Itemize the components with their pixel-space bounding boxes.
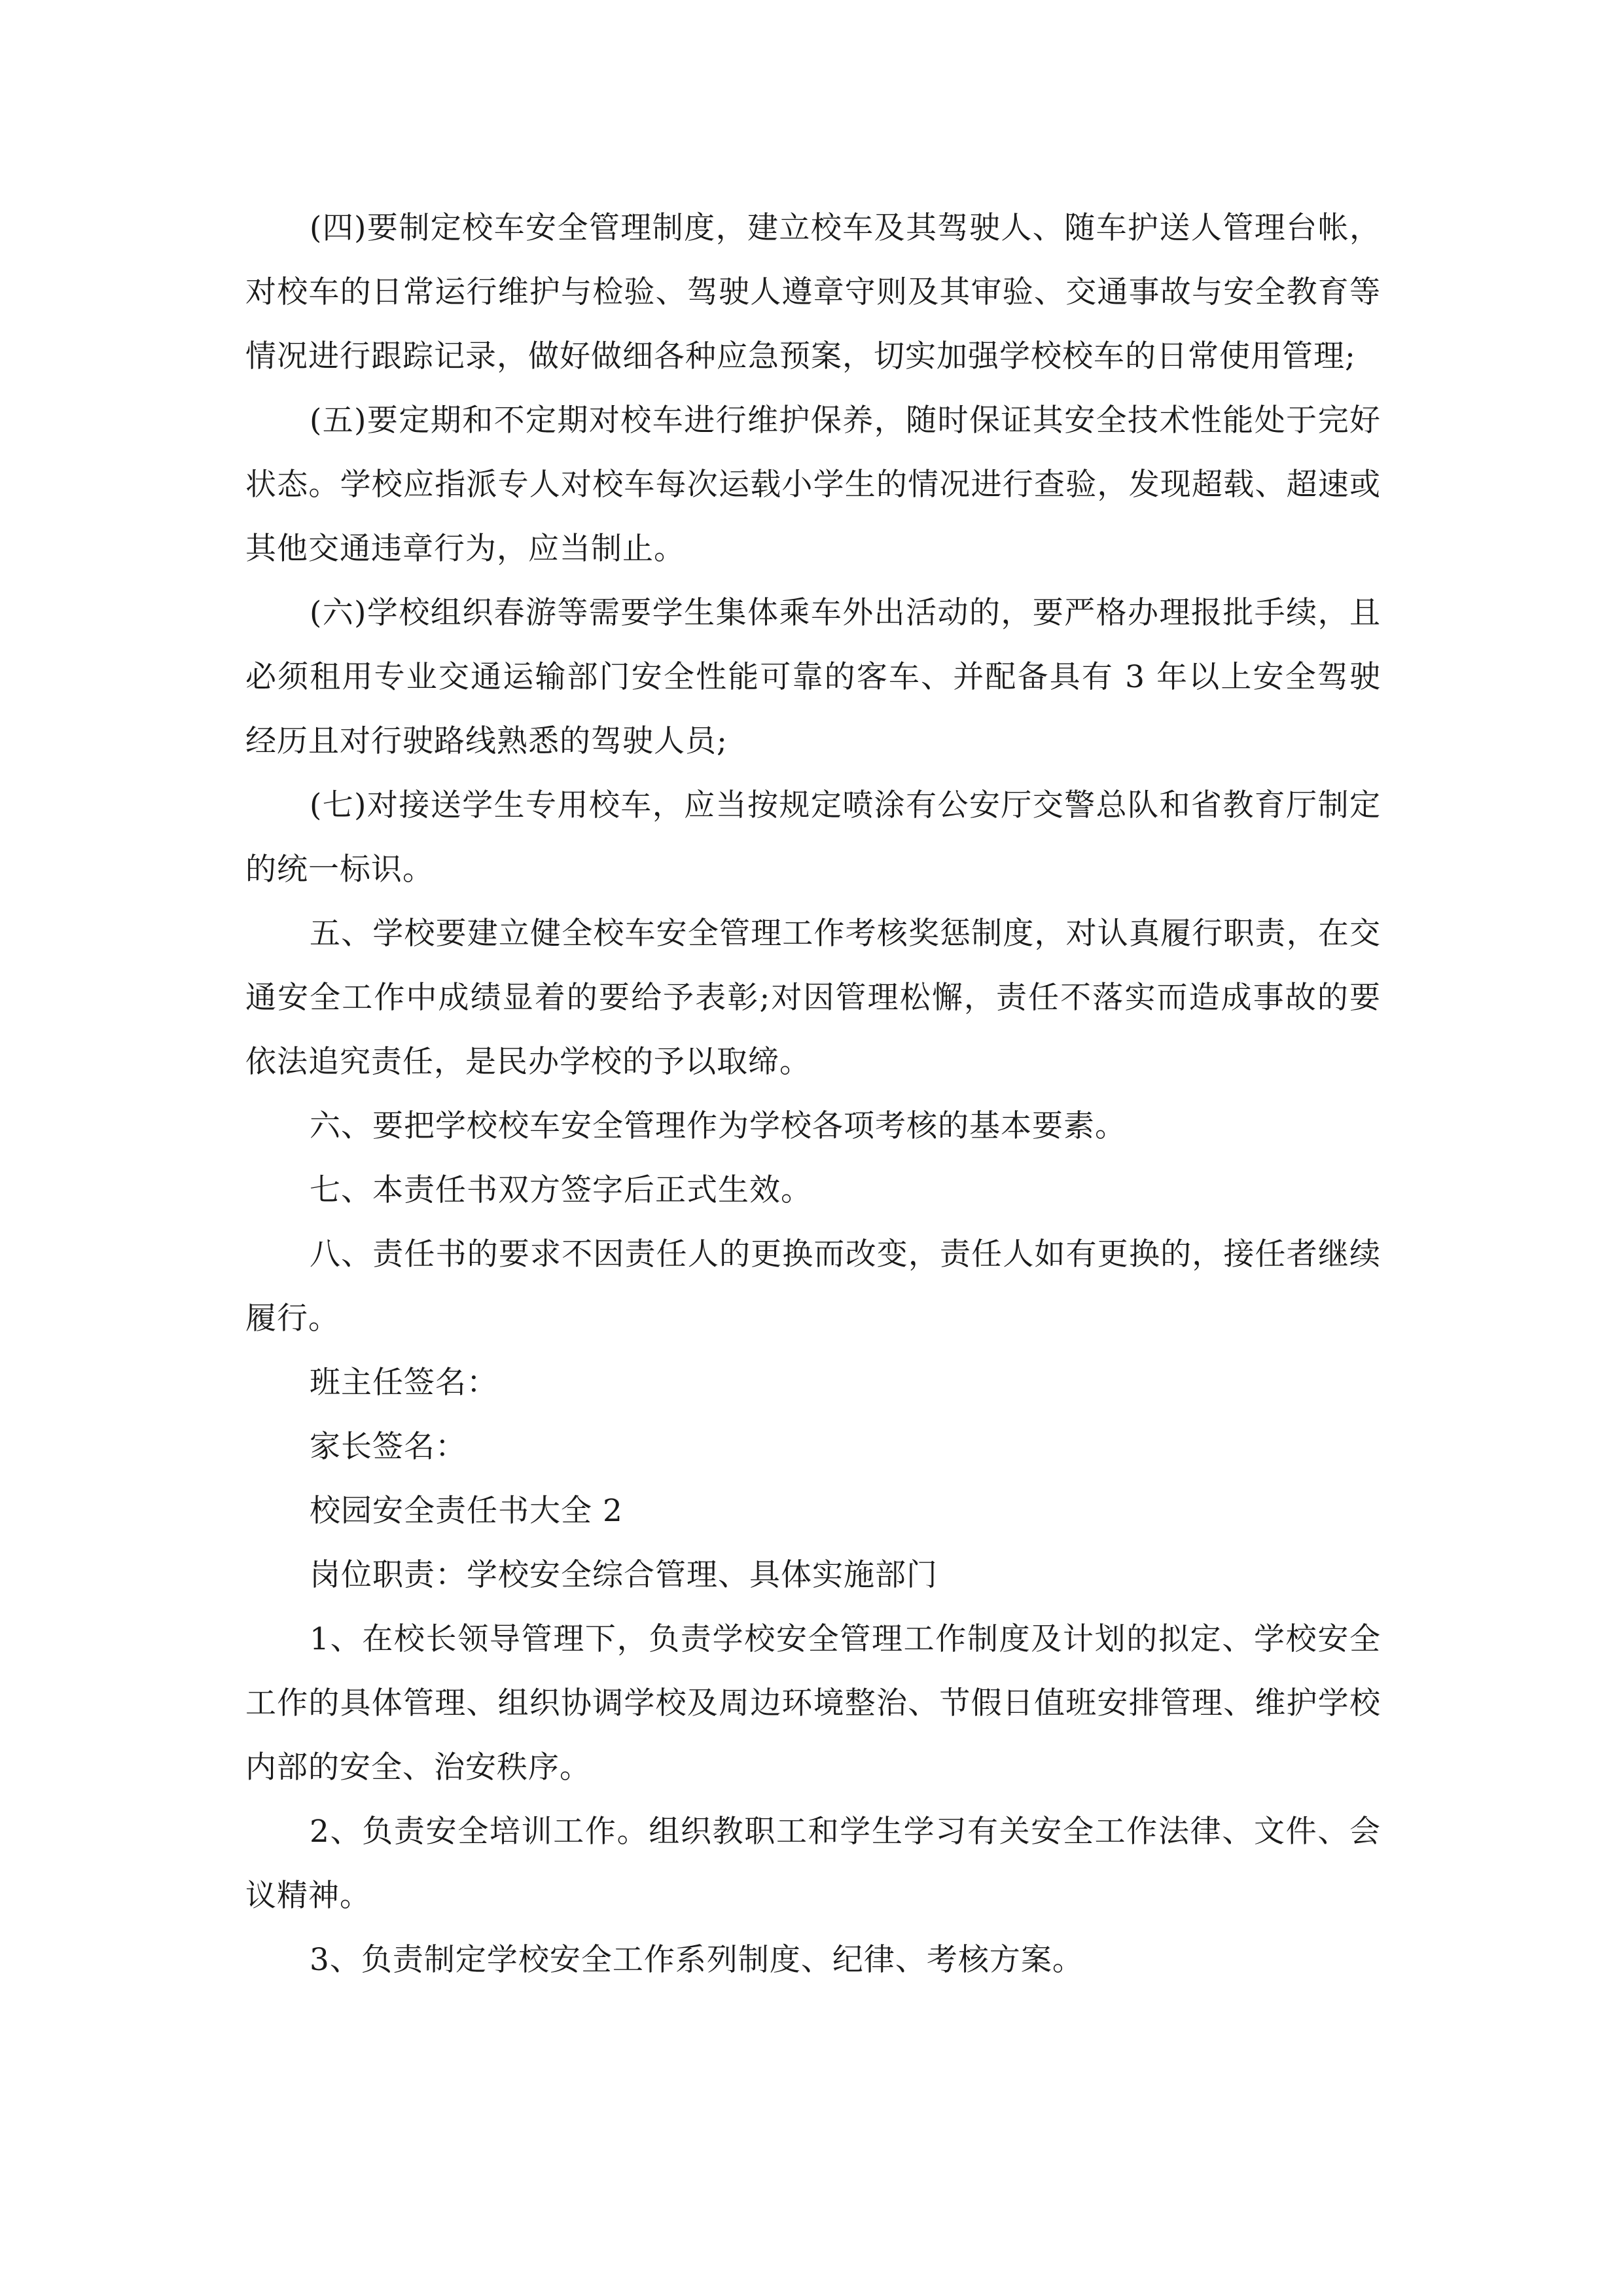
document-title-2: 校园安全责任书大全 2 bbox=[310, 1493, 623, 1529]
section-eight: 八、责任书的要求不因责任人的更换而改变，责任人如有更换的，接任者继续履行。 bbox=[245, 1236, 1381, 1336]
document-body bbox=[245, 196, 1381, 1992]
paragraph-6: (六)学校组织春游等需要学生集体乘车外出活动的，要严格办理报批手续，且必须租用专业交通运输部门安全性能可靠的客车、并配备具有 3 年以上安全驾驶经历且对行驶路线熟悉的驾驶人员; bbox=[245, 595, 1381, 759]
section-seven: 七、本责任书双方签字后正式生效。 bbox=[310, 1172, 812, 1208]
paragraph-7: (七)对接送学生专用校车，应当按规定喷涂有公安厅交警总队和省教育厅制定的统一标识。 bbox=[245, 787, 1381, 888]
duty-item-2: 2、负责安全培训工作。组织教职工和学生学习有关安全工作法律、文件、会议精神。 bbox=[245, 1814, 1381, 1914]
job-duties-heading: 岗位职责：学校安全综合管理、具体实施部门 bbox=[310, 1557, 938, 1593]
teacher-signature-label: 班主任签名： bbox=[310, 1365, 498, 1401]
parent-signature-label: 家长签名： bbox=[310, 1429, 467, 1465]
paragraph-5: (五)要定期和不定期对校车进行维护保养，随时保证其安全技术性能处于完好状态。学校应指派专人对校车每次运载小学生的情况进行查验，发现超载、超速或其他交通违章行为，应当制止。 bbox=[245, 403, 1381, 567]
duty-item-1: 1、在校长领导管理下，负责学校安全管理工作制度及计划的拟定、学校安全工作的具体管理、组织协调学校及周边环境整治、节假日值班安排管理、维护学校内部的安全、治安秩序。 bbox=[245, 1621, 1381, 1785]
section-five: 五、学校要建立健全校车安全管理工作考核奖惩制度，对认真履行职责，在交通安全工作中成绩显着的要给予表彰;对因管理松懈，责任不落实而造成事故的要依法追究责任，是民办学校的予以取缔。 bbox=[245, 916, 1381, 1080]
duty-item-3: 3、负责制定学校安全工作系列制度、纪律、考核方案。 bbox=[310, 1942, 1084, 1978]
section-six: 六、要把学校校车安全管理作为学校各项考核的基本要素。 bbox=[310, 1108, 1126, 1144]
paragraph-4: (四)要制定校车安全管理制度，建立校车及其驾驶人、随车护送人管理台帐，对校车的日常运行维护与检验、驾驶人遵章守则及其审验、交通事故与安全教育等情况进行跟踪记录，做好做细各种应急预案，切实加强学校校车的日常使用管理; bbox=[245, 210, 1381, 374]
